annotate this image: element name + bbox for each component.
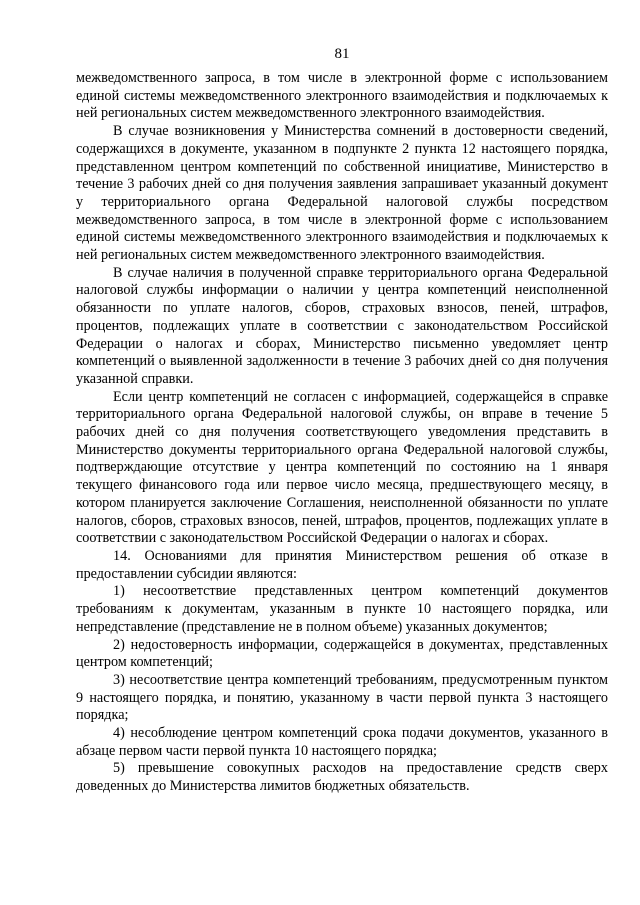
list-item-2: 2) недостоверность информации, содержащейся в документах, представленных центром компетенций; — [76, 636, 608, 671]
page-number: 81 — [334, 46, 350, 62]
paragraph-refusal-grounds: 14. Основаниями для принятия Министерством решения об отказе в предоставлении субсидии являются: — [76, 547, 608, 582]
list-item-5: 5) превышение совокупных расходов на предоставление средств сверх доведенных до Министерства лимитов бюджетных обязательств. — [76, 760, 608, 795]
list-item-1: 1) несоответствие представленных центром компетенций документов требованиям к документам, указанным в пункте 10 настоящего порядка, или непредставление (представление не в полном объеме) указанных документов; — [76, 583, 608, 635]
list-item-3: 3) несоответствие центра компетенций требованиям, предусмотренным пунктом 9 настоящего порядка, и понятию, указанному в части первой пункта 3 настоящего порядка; — [76, 671, 608, 724]
document-page — [76, 0, 608, 796]
paragraph-ministry-doubts: В случае возникновения у Министерства сомнений в достоверности сведений, содержащихся в документе, указанном в подпункте 2 пункта 12 настоящего порядка, представленном центром компетенций по собственной инициативе, Министерство в течение 3 рабочих дней со дня получения заявления запрашивает указанный документ у территориального органа Федеральной налоговой службы посредством межведомственного запроса, в том числе в электронной форме с использованием единой системы межведомственного электронного взаимодействия и подключаемых к ней региональных систем межведомственного электронного взаимодействия. — [76, 123, 608, 264]
document-body — [76, 70, 608, 796]
paragraph-disagreement-right: Если центр компетенций не согласен с информацией, содержащейся в справке территориального органа Федеральной налоговой службы, он вправе в течение 5 рабочих дней со дня получения соответствующего уведомления представить в Министерство документы территориального органа Федеральной налоговой службы, подтверждающие отсутствие у центра компетенций по состоянию на 1 января текущего финансового года или первое число месяца, предшествующего месяцу, в котором планируется заключение Соглашения, неисполненной обязанности по уплате налогов, сборов, страховых взносов, пеней, штрафов, процентов, подлежащих уплате в соответствии с законодательством Российской Федерации о налогах и сборах. — [76, 388, 608, 547]
list-item-4: 4) несоблюдение центром компетенций срока подачи документов, указанного в абзаце первом части первой пункта 10 настоящего порядка; — [76, 725, 608, 759]
paragraph-tax-debt-notice: В случае наличия в полученной справке территориального органа Федеральной налоговой службы информации о наличии у центра компетенций неисполненной обязанности по уплате налогов, сборов, страховых взносов, пеней, штрафов, процентов, подлежащих уплате в соответствии с законодательством Российской Федерации о налогах и сборах, Министерство письменно уведомляет центр компетенций о выявленной задолженности в течение 3 рабочих дней со дня получения указанной справки. — [76, 264, 608, 387]
paragraph-continuation: межведомственного запроса, в том числе в электронной форме с использованием единой системы межведомственного электронного взаимодействия и подключаемых к ней региональных систем межведомственного электронного взаимодействия. — [76, 70, 608, 122]
